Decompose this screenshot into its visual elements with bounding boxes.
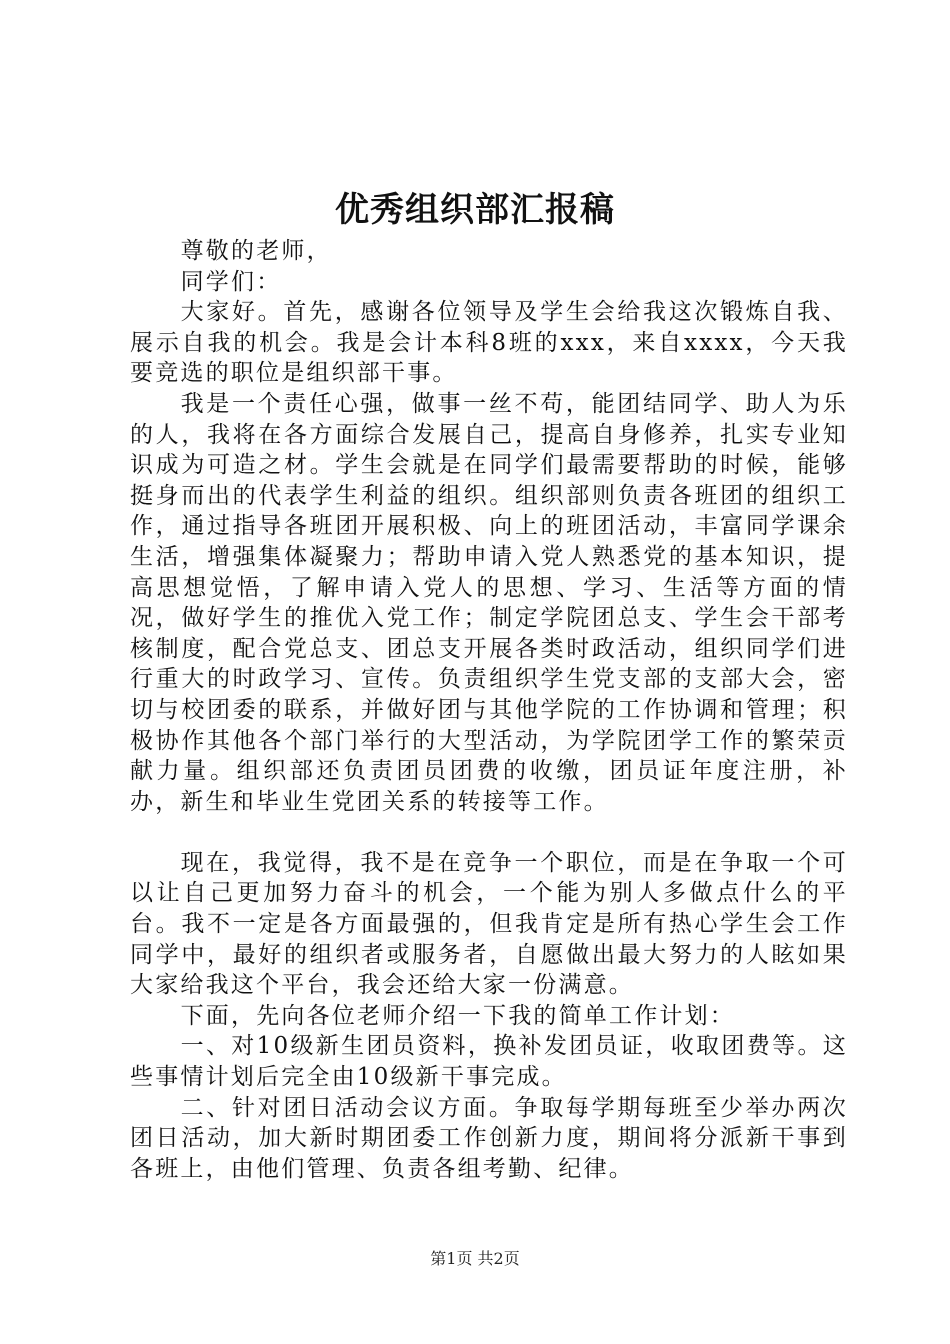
paragraph-self-intro: 我是一个责任心强，做事一丝不苟，能团结同学、助人为乐的人，我将在各方面综合发展自己，提高自身修养，扎实专业知识成为可造之材。学生会就是在同学们最需要帮助的时候，能够挺身而出的代表学生利益的组织。组织部则负责各班团的组织工作，通过指导各班团开展积极、向上的班团活动，丰富同学课余生活，增强集体凝聚力；帮助申请入党人熟悉党的基本知识，提高思想觉悟，了解申请入党人的思想、学习、生活等方面的情况，做好学生的推优入党工作；制定学院团总支、学生会干部考核制度，配合党总支、团总支开展各类时政活动，组织同学们进行重大的时政学习、宣传。负责组织学生党支部的支部大会，密切与校团委的联系，并做好团与其他学院的工作协调和管理；积极协作其他各个部门举行的大型活动，为学院团学工作的繁荣贡献力量。组织部还负责团员团费的收缴，团员证年度注册，补办，新生和毕业生党团关系的转接等工作。 <box>130 390 848 815</box>
document-body <box>130 236 848 1184</box>
document-title: 优秀组织部汇报稿 <box>335 190 615 230</box>
paragraph-greeting: 大家好。首先，感谢各位领导及学生会给我这次锻炼自我、展示自我的机会。我是会计本科8班的xxx，来自xxxx，今天我要竞选的职位是组织部干事。 <box>130 299 848 387</box>
paragraph-plan-item-2: 二、针对团日活动会议方面。争取每学期每班至少举办两次团日活动，加大新时期团委工作创新力度，期间将分派新干事到各班上，由他们管理、负责各组考勤、纪律。 <box>130 1094 848 1182</box>
page-number-footer: 第1页 共2页 <box>430 1249 520 1268</box>
paragraph-motivation: 现在，我觉得，我不是在竞争一个职位，而是在争取一个可以让自己更加努力奋斗的机会，一个能为别人多做点什么的平台。我不一定是各方面最强的，但我肯定是所有热心学生会工作同学中，最好的组织者或服务者，自愿做出最大努力的人眩如果大家给我这个平台，我会还给大家一份满意。 <box>130 849 848 999</box>
salutation-students: 同学们： <box>180 268 282 295</box>
salutation-teachers: 尊敬的老师， <box>180 238 332 264</box>
paragraph-plan-intro: 下面，先向各位老师介绍一下我的简单工作计划： <box>180 1002 735 1029</box>
paragraph-plan-item-1: 一、对10级新生团员资料，换补发团员证，收取团费等。这些事情计划后完全由10级新干事完成。 <box>130 1033 848 1091</box>
